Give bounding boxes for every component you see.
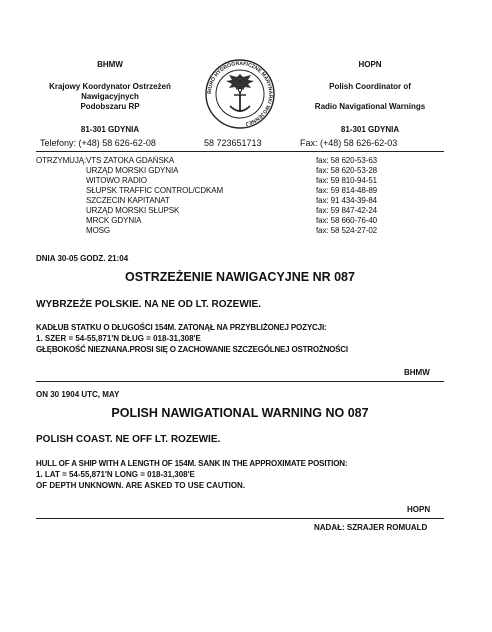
polish-date: DNIA 30-05 GODZ. 21:04 [36,254,129,263]
polish-body-3: GŁĘBOKOŚĆ NIEZNANA.PROSI SIĘ O ZACHOWANIE SZCZEGÓLNEJ OSTROŻNOŚCI [36,345,348,354]
english-date: ON 30 1904 UTC, MAY [36,390,120,399]
english-body-2: 1. LAT = 54-55,871'N LONG = 018-31,308'E [36,470,195,479]
section-divider [36,381,444,382]
header-divider [36,151,444,152]
right-org: HOPN [358,60,382,69]
right-fax: Fax: (+48) 58 626-62-03 [300,138,398,148]
english-area: POLISH COAST. NE OFF LT. ROZEWIE. [36,434,221,445]
right-city: 81-301 GDYNIA [340,125,400,134]
english-body-1: HULL OF A SHIP WITH A LENGTH OF 154M. SANK IN THE APPROXIMATE POSITION: [36,459,348,468]
left-phone: Telefony: (+48) 58 626-62-08 [40,138,156,148]
english-title: POLISH NAWIGATIONAL WARNING NO 087 [111,406,369,420]
polish-title: OSTRZEŻENIE NAWIGACYJNE NR 087 [125,270,355,284]
sender: NADAŁ: SZRAJER ROMUALD [314,523,428,532]
polish-body-1: KADŁUB STATKU O DŁUGOŚCI 154M. ZATONĄŁ NA PRZYBLIŻONEJ POZYCJI: [36,323,327,332]
right-line2: Radio Navigational Warnings [314,102,426,111]
polish-area: WYBRZEŻE POLSKIE. NA NE OD LT. ROZEWIE. [36,299,262,310]
left-line2: Nawigacyjnych [81,92,139,101]
center-phone: 58 723651713 [204,138,262,148]
right-line1: Polish Coordinator of [329,82,411,91]
left-line1: Krajowy Koordynator Ostrzeżeń [49,82,171,91]
polish-signature: BHMW [404,368,430,377]
left-city: 81-301 GDYNIA [80,125,140,134]
logo [204,58,276,130]
left-line3: Podobszaru RP [80,102,140,111]
polish-body-2: 1. SZER = 54-55,871'N DŁUG = 018-31,308'E [36,334,201,343]
english-body-3: OF DEPTH UNKNOWN. ARE ASKED TO USE CAUTION. [36,481,246,490]
navy-hydrographic-office-seal-icon [204,58,276,130]
footer-divider [36,518,444,519]
recipients-label: OTRZYMUJĄ: [36,156,87,165]
english-signature: HOPN [407,505,431,514]
svg-text:BIURO HYDROGRAFICZNE MARYNARKI: BIURO HYDROGRAFICZNE MARYNARKI WOJENNEJ [206,60,274,127]
left-org: BHMW [97,60,123,69]
